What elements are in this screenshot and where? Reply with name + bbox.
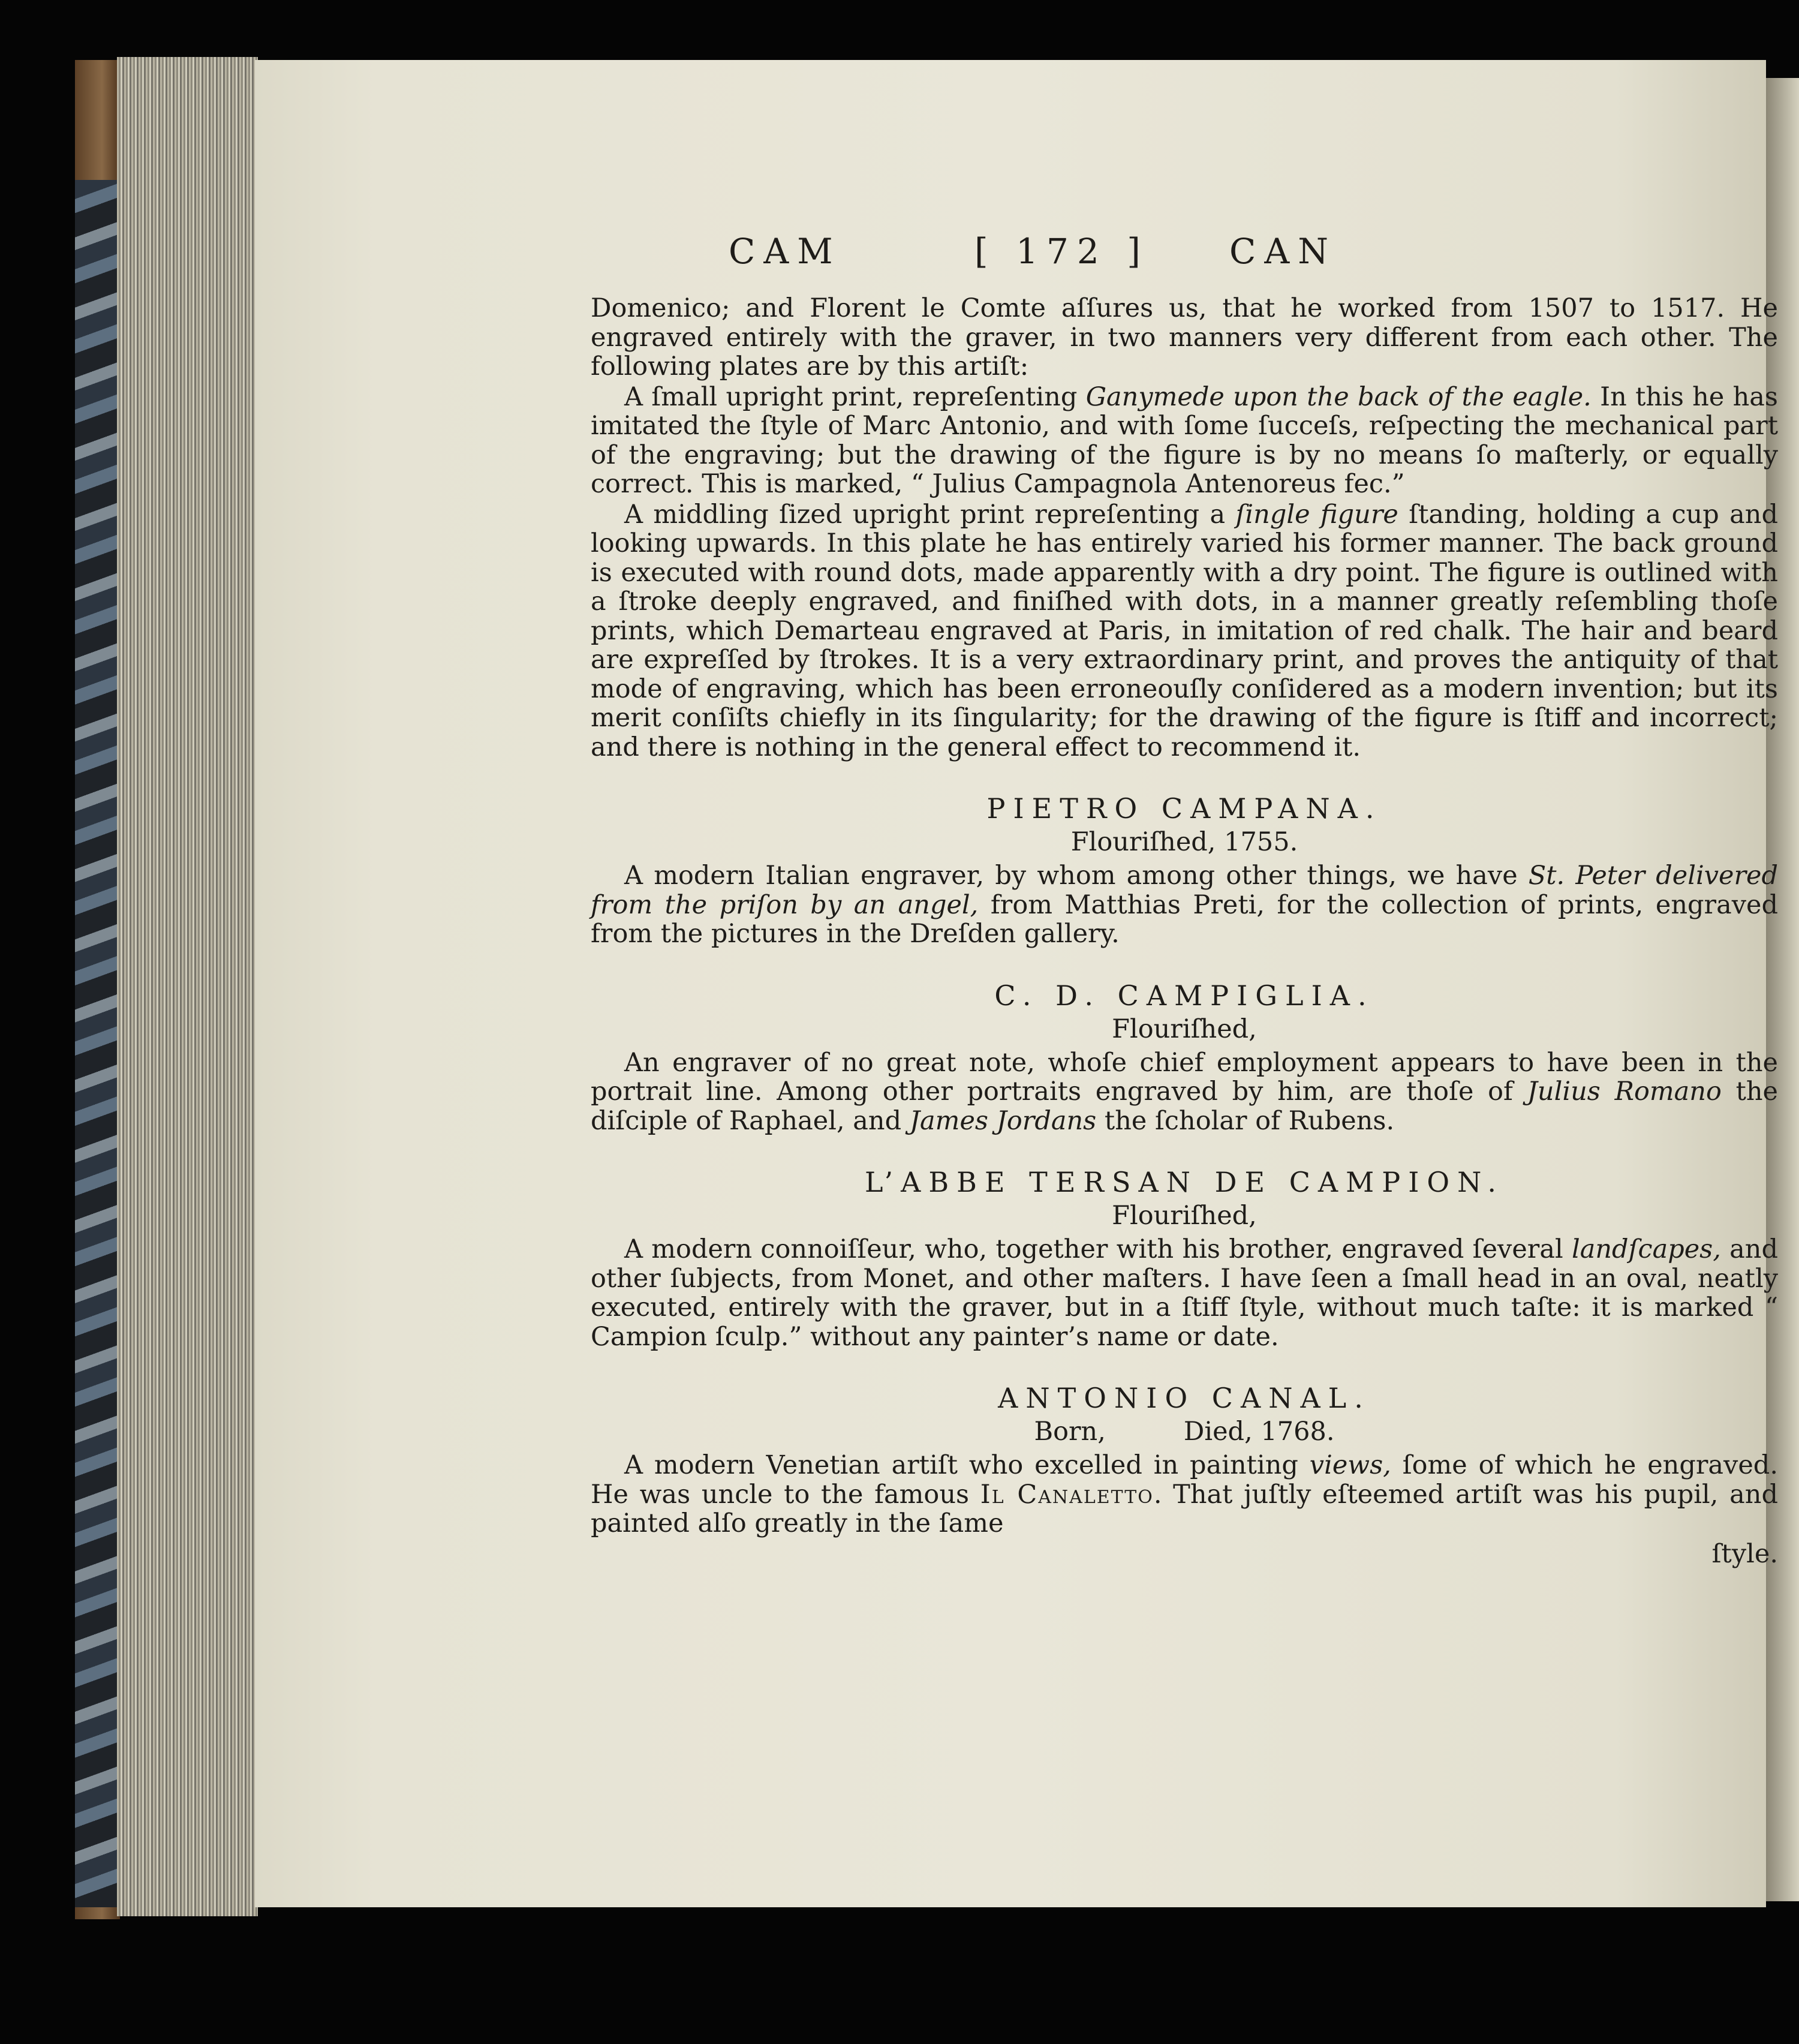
section-heading-campiglia: C. D. CAMPIGLIA. xyxy=(994,979,1374,1012)
name-julius-romano: Julius Romano xyxy=(1527,1077,1722,1107)
title-views: views, xyxy=(1309,1450,1391,1480)
born-label: Born, xyxy=(1034,1417,1106,1447)
campagnola-paragraph-2: A ſmall upright print, repreſenting Ganymede upon the back of the eagle. In this he has imitated the ſtyle of Marc Antonio, and with ſome ſucceſs, reſpecting the mechanical part of the engraving; but the drawing of the figure is by no means ſo maſterly, or equally correct. This is marked, “ Julius Campagnola Antenoreus fec.” xyxy=(591,381,1779,499)
header-right: CAN xyxy=(1229,231,1337,272)
campion-paragraph: A modern connoiſſeur, who, together with his brother, engraved ſeveral landſcapes, and other ſubjects, from Monet, and other maſters. I have ſeen a ſmall head in an oval, neatly executed, entirely with the graver, but in a ſtiff ſtyle, without much taſte: it is marked “ Campion ſculp.” without any painter’s name or date. xyxy=(591,1234,1779,1352)
section-subheading-campana: Flouriſhed, 1755. xyxy=(1070,827,1298,857)
page-number: [ 172 ] xyxy=(974,231,1149,272)
name-il-canaletto: Il Canaletto xyxy=(980,1479,1154,1510)
title-single-figure: ſingle figure xyxy=(1235,499,1398,530)
campagnola-paragraph-3: A middling ſized upright print repreſenting a ſingle figure ſtanding, holding a cup and looking upwards. In this plate he has entirely varied his former manner. The back ground is executed with round dots, made apparently with a dry point. The figure is outlined with a ſtroke deeply engraved, and finiſhed with dots, in a manner greatly reſembling thoſe prints, which Demarteau engraved at Paris, in imitation of red chalk. The hair and beard are expreſſed by ſtrokes. It is a very extraordinary print, and proves the antiquity of that mode of engraving, which has been erroneouſly conſidered as a modern invention; but its merit conſiſts chiefly in its ſingularity; for the drawing of the figure is ſtiff and incorrect; and there is nothing in the general effect to recommend it. xyxy=(591,499,1778,762)
title-landscapes: landſcapes, xyxy=(1571,1234,1721,1264)
section-heading-canal: ANTONIO CANAL. xyxy=(998,1382,1371,1414)
page-edges xyxy=(117,57,258,1916)
section-heading-campion: L’ABBE TERSAN DE CAMPION. xyxy=(864,1166,1505,1198)
header-left: CAM xyxy=(729,231,841,272)
canal-last-word: ſtyle. xyxy=(1711,1538,1778,1569)
title-st-peter: St. Peter delivered from the priſon by an angel, xyxy=(591,861,1778,920)
name-james-jordans: James Jordans xyxy=(909,1105,1097,1136)
section-subheading-campion: Flouriſhed, xyxy=(1112,1201,1257,1231)
section-subheading-campiglia: Flouriſhed, xyxy=(1112,1014,1257,1044)
marbled-cover xyxy=(75,180,123,1907)
book-page xyxy=(255,60,1779,1907)
running-header xyxy=(255,231,1766,291)
title-ganymede: Ganymede upon the back of the eagle. xyxy=(1085,381,1592,412)
section-subheading-canal xyxy=(591,1415,1778,1448)
canal-paragraph: A modern Venetian artiſt who excelled in painting views, ſome of which he engraved. He was uncle to the famous Il Canaletto. That juſtly eſteemed artiſt was his pupil, and painted alſo greatly in the ſame xyxy=(591,1450,1778,1538)
page-body xyxy=(591,294,1778,1568)
campana-paragraph: A modern Italian engraver, by whom among other things, we have St. Peter delivered from the priſon by an angel, from Matthias Preti, for the collection of prints, engraved from the pictures in the Dreſden gallery. xyxy=(591,861,1778,949)
section-heading-campana: PIETRO CAMPANA. xyxy=(986,792,1382,825)
died-label: Died, 1768. xyxy=(1183,1417,1335,1447)
campagnola-paragraph-1: Domenico; and Florent le Comte aſſures us, that he worked from 1507 to 1517. He engraved entirely with the graver, in two manners very different from each other. The following plates are by this artiſt: xyxy=(591,293,1778,381)
campiglia-paragraph: An engraver of no great note, whoſe chief employment appears to have been in the portrait line. Among other portraits engraved by him, are thoſe of Julius Romano the diſciple of Raphael, and James Jordans the ſcholar of Rubens. xyxy=(591,1047,1778,1136)
